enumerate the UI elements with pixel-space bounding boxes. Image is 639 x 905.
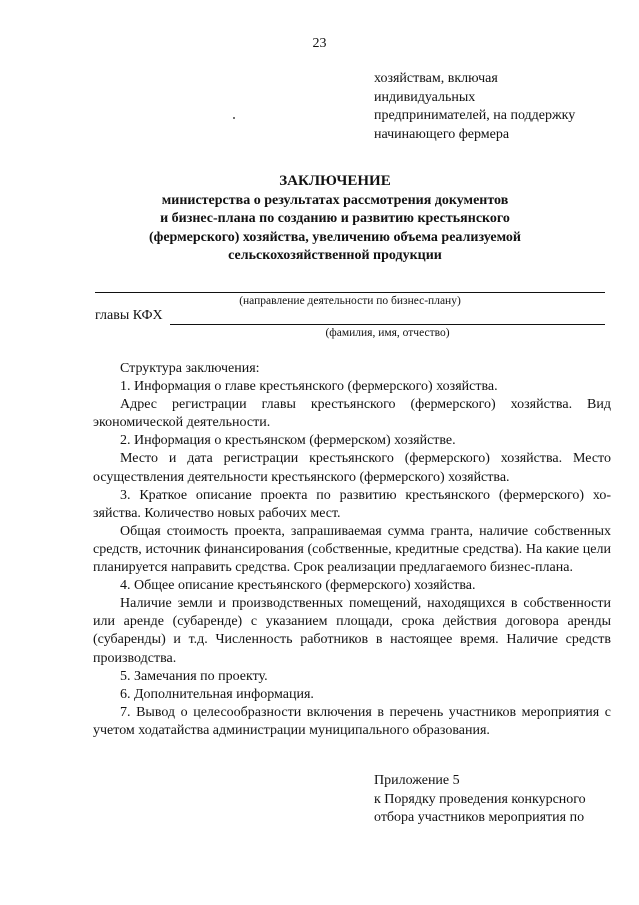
body-paragraph: Структура заключения: xyxy=(120,361,260,376)
body-paragraph: 6. Дополнительная информация. xyxy=(120,686,314,702)
direction-fill-line xyxy=(95,292,605,293)
title-line: (фермерского) хозяйства, увеличению объема реализуемой xyxy=(148,229,521,245)
title-line: сельскохозяйственной продукции xyxy=(228,248,442,263)
name-caption: (фамилия, имя, отчество) xyxy=(325,327,450,339)
header-ref-line: предпринимателей, на поддержку xyxy=(374,108,576,123)
appendix-line: Приложение 5 xyxy=(374,773,460,788)
body-paragraph: Наличие земли и производственных помещений, находящихся в собственности или аренде (субаренде) с указанием площади, срока действия договора аренды (субаренды) и т.д. Численность работников в настоящее время. Наличие средств производства. xyxy=(93,596,611,666)
header-reference xyxy=(374,70,614,144)
appendix-line: отбора участников мероприятия по xyxy=(374,810,585,825)
body-paragraph: 3. Краткое описание проекта по развитию крестьянского (фермерского) хозяйства. Количество новых рабочих мест. xyxy=(93,487,611,521)
body-paragraph: Место и дата регистрации крестьянского (фермерского) хозяйства. Место осуществления деятельности крестьянского (фермерского) хозяйства. xyxy=(93,451,611,485)
header-ref-line: индивидуальных xyxy=(374,89,476,105)
direction-caption: (направление деятельности по бизнес-плану) xyxy=(239,295,461,307)
body-paragraph: Общая стоимость проекта, запрашиваемая сумма гранта, наличие собственных средств, источник финансирования (собственные, кредитные средства). На какие цели планируется направить средства. Срок реализации предлагаемого бизнес-плана. xyxy=(93,523,611,576)
header-ref-line: хозяйствам, включая xyxy=(374,71,498,86)
name-fill-line xyxy=(170,324,605,325)
appendix-reference xyxy=(374,772,614,828)
body-paragraph: 1. Информация о главе крестьянского (фермерского) хозяйства. xyxy=(120,379,498,395)
kfh-label: главы КФХ xyxy=(95,308,163,323)
body-paragraph: 4. Общее описание крестьянского (фермерского) хозяйства. xyxy=(120,578,476,594)
page-number: 23 xyxy=(312,36,327,51)
appendix-line: к Порядку проведения конкурсного xyxy=(374,791,586,807)
body-paragraph: 5. Замечания по проекту. xyxy=(120,668,268,684)
title-line: и бизнес-плана по созданию и развитию крестьянского xyxy=(160,211,510,226)
body-paragraph: 7. Вывод о целесообразности включения в перечень участников мероприятия с учетом ходатайства администрации муниципального образования. xyxy=(93,704,611,738)
body-paragraph: 2. Информация о крестьянском (фермерском) хозяйстве. xyxy=(120,433,456,449)
title-line: министерства о результатах рассмотрения документов xyxy=(161,192,509,208)
body-paragraph: Адрес регистрации главы крестьянского (фермерского) хозяйства. Вид экономической деятельности. xyxy=(93,397,611,431)
conclusion-structure xyxy=(93,360,611,740)
title-main: ЗАКЛЮЧЕНИЕ xyxy=(279,173,391,189)
document-title xyxy=(80,172,590,266)
header-ref-line: начинающего фермера xyxy=(374,126,510,142)
scan-speck xyxy=(233,117,235,119)
